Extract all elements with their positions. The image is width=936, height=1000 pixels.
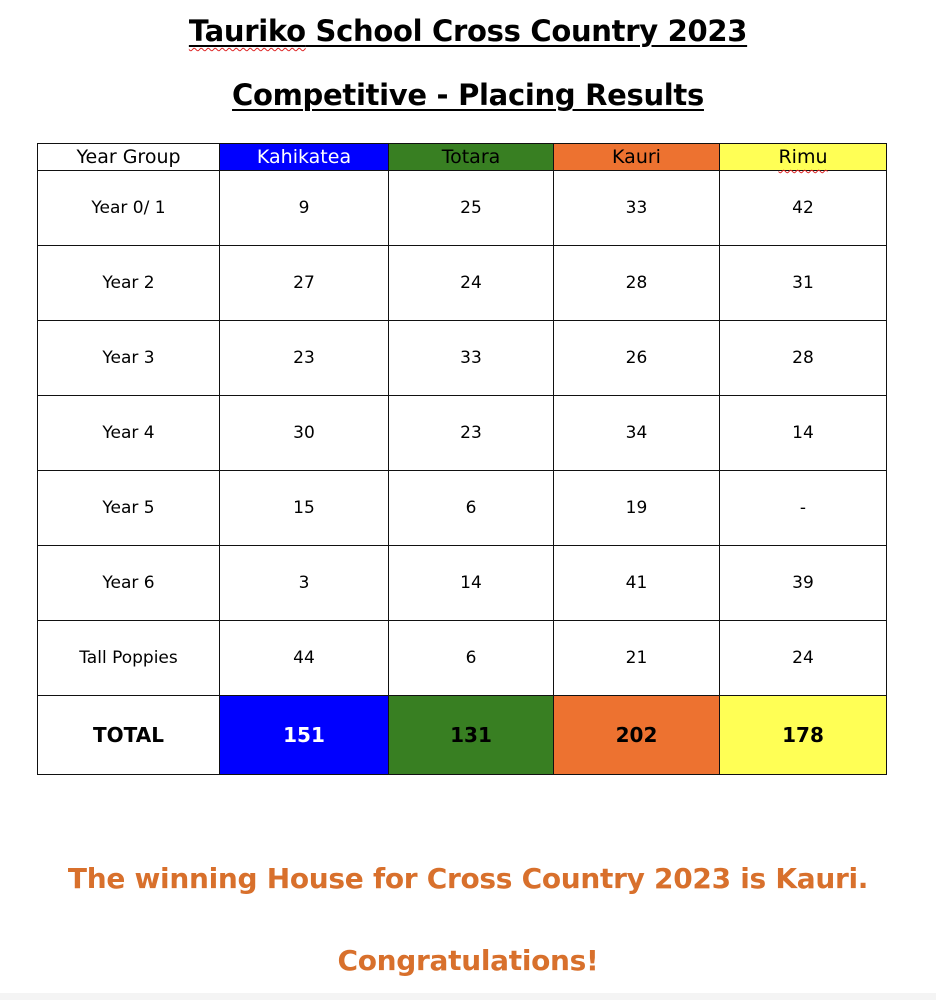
table-row: [38, 471, 887, 546]
rimu-cell: 31: [720, 246, 887, 321]
kauri-cell: 19: [554, 471, 720, 546]
totara-cell: 25: [389, 171, 554, 246]
rimu-cell: 24: [720, 621, 887, 696]
total-totara: 131: [389, 696, 554, 775]
header-kahikatea: Kahikatea: [220, 144, 389, 171]
header-year-group: Year Group: [38, 144, 220, 171]
totara-cell: 6: [389, 621, 554, 696]
kauri-cell: 41: [554, 546, 720, 621]
kahikatea-cell: 15: [220, 471, 389, 546]
total-row: [38, 696, 887, 775]
winner-announcement: The winning House for Cross Country 2023 is Kauri.: [67, 862, 869, 895]
table-row: [38, 171, 887, 246]
page-bottom-edge: [0, 993, 936, 1000]
rimu-cell: -: [720, 471, 887, 546]
kahikatea-cell: 44: [220, 621, 389, 696]
kauri-cell: 34: [554, 396, 720, 471]
kahikatea-cell: 9: [220, 171, 389, 246]
kahikatea-cell: 3: [220, 546, 389, 621]
kahikatea-cell: 23: [220, 321, 389, 396]
total-kahikatea: 151: [220, 696, 389, 775]
kauri-cell: 21: [554, 621, 720, 696]
year-group-cell: Year 2: [38, 246, 220, 321]
totara-cell: 23: [389, 396, 554, 471]
total-kauri: 202: [554, 696, 720, 775]
rimu-cell: 39: [720, 546, 887, 621]
totara-cell: 33: [389, 321, 554, 396]
table-row: [38, 321, 887, 396]
table-row: [38, 246, 887, 321]
table-header-row: [38, 144, 887, 171]
year-group-cell: Year 4: [38, 396, 220, 471]
kahikatea-cell: 27: [220, 246, 389, 321]
totara-cell: 24: [389, 246, 554, 321]
rimu-cell: 14: [720, 396, 887, 471]
rimu-cell: 42: [720, 171, 887, 246]
totara-cell: 14: [389, 546, 554, 621]
table-row: [38, 546, 887, 621]
title-rest: School Cross Country 2023: [305, 14, 748, 48]
kauri-cell: 26: [554, 321, 720, 396]
total-label: TOTAL: [38, 696, 220, 775]
document-title: [0, 14, 936, 48]
year-group-cell: Year 5: [38, 471, 220, 546]
year-group-cell: Year 0/ 1: [38, 171, 220, 246]
rimu-cell: 28: [720, 321, 887, 396]
results-table: [37, 143, 887, 775]
header-rimu-label: Rimu: [778, 146, 828, 168]
header-rimu: [720, 144, 887, 171]
kahikatea-cell: 30: [220, 396, 389, 471]
year-group-cell: Year 6: [38, 546, 220, 621]
totara-cell: 6: [389, 471, 554, 546]
document-subtitle: Competitive - Placing Results: [232, 78, 704, 112]
kauri-cell: 28: [554, 246, 720, 321]
table-row: [38, 396, 887, 471]
header-kauri: Kauri: [554, 144, 720, 171]
kauri-cell: 33: [554, 171, 720, 246]
title-misspelled-word: Tauriko: [188, 14, 306, 48]
header-totara: Totara: [389, 144, 554, 171]
year-group-cell: Year 3: [38, 321, 220, 396]
table-row: [38, 621, 887, 696]
total-rimu: 178: [720, 696, 887, 775]
year-group-cell: Tall Poppies: [38, 621, 220, 696]
congratulations-text: Congratulations!: [337, 944, 599, 977]
